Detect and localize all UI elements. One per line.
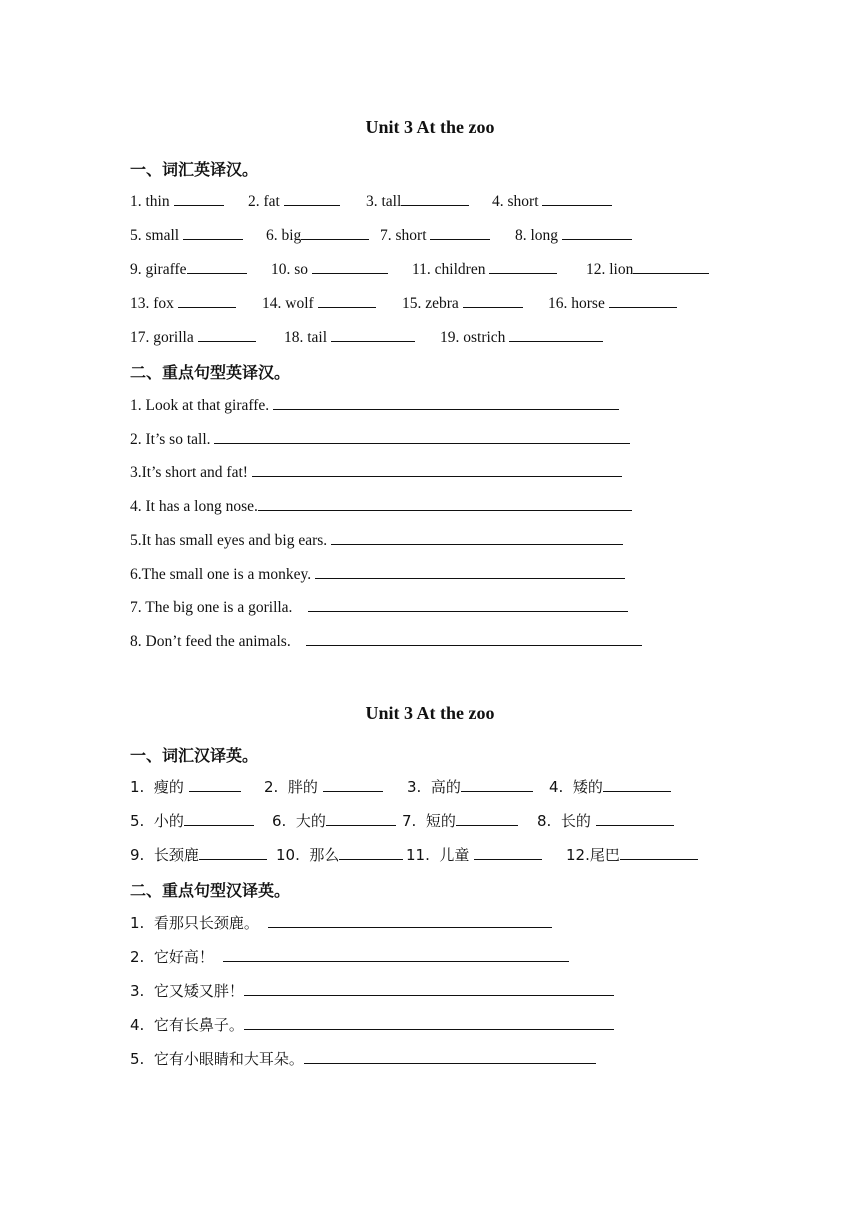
answer-blank[interactable]: [542, 191, 612, 206]
section1-part1-heading: 一、词汇英译汉。: [130, 160, 259, 179]
vocab-item: 10. 那么: [276, 844, 403, 865]
section2-part1-heading: 一、词汇汉译英。: [130, 746, 259, 765]
answer-blank[interactable]: [187, 259, 247, 274]
vocab-item: 3. 高的: [407, 776, 533, 797]
section2-title: Unit 3 At the zoo: [365, 703, 495, 723]
answer-blank[interactable]: [308, 597, 628, 612]
answer-blank[interactable]: [214, 429, 630, 444]
section2-part2-heading: 二、重点句型汉译英。: [130, 881, 291, 900]
answer-blank[interactable]: [323, 777, 383, 792]
vocab-item: 15. zebra: [402, 293, 523, 313]
sentence-item: 3. 它又矮又胖！: [130, 980, 614, 1001]
vocab-item: 8. 长的: [537, 810, 674, 831]
answer-blank[interactable]: [183, 225, 243, 240]
answer-blank[interactable]: [306, 631, 642, 646]
vocab-item: 1. thin: [130, 191, 224, 211]
vocab-item: 2. fat: [248, 191, 340, 211]
vocab-item: 5. small: [130, 225, 243, 245]
answer-blank[interactable]: [178, 293, 236, 308]
answer-blank[interactable]: [339, 845, 403, 860]
answer-blank[interactable]: [603, 777, 671, 792]
answer-blank[interactable]: [318, 293, 376, 308]
answer-blank[interactable]: [244, 1015, 614, 1030]
answer-blank[interactable]: [198, 327, 256, 342]
vocab-item: 5. 小的: [130, 810, 254, 831]
vocab-item: 13. fox: [130, 293, 236, 313]
answer-blank[interactable]: [463, 293, 523, 308]
vocab-item: 11. 儿童: [406, 844, 542, 865]
answer-blank[interactable]: [174, 191, 224, 206]
vocab-item: 19. ostrich: [440, 327, 603, 347]
vocab-item: 16. horse: [548, 293, 677, 313]
sentence-item: 2. It’s so tall.: [130, 429, 630, 449]
answer-blank[interactable]: [268, 913, 552, 928]
vocab-item: 6. big: [266, 225, 369, 245]
answer-blank[interactable]: [620, 845, 698, 860]
answer-blank[interactable]: [304, 1049, 596, 1064]
vocab-item: 8. long: [515, 225, 632, 245]
answer-blank[interactable]: [430, 225, 490, 240]
sentence-item: 1. Look at that giraffe.: [130, 395, 619, 415]
vocab-item: 6. 大的: [272, 810, 396, 831]
answer-blank[interactable]: [509, 327, 603, 342]
answer-blank[interactable]: [315, 564, 625, 579]
vocab-item: 12. lion: [586, 259, 709, 279]
answer-blank[interactable]: [633, 259, 709, 274]
vocab-item: 14. wolf: [262, 293, 376, 313]
answer-blank[interactable]: [596, 811, 674, 826]
answer-blank[interactable]: [184, 811, 254, 826]
vocab-item: 12.尾巴: [566, 844, 698, 865]
answer-blank[interactable]: [223, 947, 569, 962]
vocab-item: 10. so: [271, 259, 388, 279]
sentence-item: 1. 看那只长颈鹿。: [130, 912, 552, 933]
sentence-item: 5. 它有小眼睛和大耳朵。: [130, 1048, 596, 1069]
answer-blank[interactable]: [609, 293, 677, 308]
vocab-item: 7. 短的: [402, 810, 518, 831]
sentence-item: 4. 它有长鼻子。: [130, 1014, 614, 1035]
section1-part2-heading: 二、重点句型英译汉。: [130, 363, 291, 382]
vocab-item: 9. giraffe: [130, 259, 247, 279]
answer-blank[interactable]: [312, 259, 388, 274]
sentence-item: 4. It has a long nose.: [130, 496, 632, 516]
vocab-item: 4. short: [492, 191, 612, 211]
answer-blank[interactable]: [326, 811, 396, 826]
answer-blank[interactable]: [252, 462, 622, 477]
vocab-item: 11. children: [412, 259, 557, 279]
answer-blank[interactable]: [301, 225, 369, 240]
vocab-item: 9. 长颈鹿: [130, 844, 267, 865]
sentence-item: 6.The small one is a monkey.: [130, 564, 625, 584]
answer-blank[interactable]: [401, 191, 469, 206]
answer-blank[interactable]: [331, 327, 415, 342]
vocab-item: 18. tail: [284, 327, 415, 347]
answer-blank[interactable]: [331, 530, 623, 545]
answer-blank[interactable]: [273, 395, 619, 410]
sentence-item: 7. The big one is a gorilla.: [130, 597, 628, 617]
sentence-item: 5.It has small eyes and big ears.: [130, 530, 623, 550]
answer-blank[interactable]: [199, 845, 267, 860]
answer-blank[interactable]: [244, 981, 614, 996]
answer-blank[interactable]: [461, 777, 533, 792]
answer-blank[interactable]: [456, 811, 518, 826]
sentence-item: 2. 它好高！: [130, 946, 569, 967]
answer-blank[interactable]: [189, 777, 241, 792]
answer-blank[interactable]: [489, 259, 557, 274]
vocab-item: 4. 矮的: [549, 776, 671, 797]
answer-blank[interactable]: [562, 225, 632, 240]
sentence-item: 8. Don’t feed the animals.: [130, 631, 642, 651]
sentence-item: 3.It’s short and fat!: [130, 462, 622, 482]
vocab-item: 17. gorilla: [130, 327, 256, 347]
section1-title: Unit 3 At the zoo: [365, 117, 495, 137]
vocab-item: 3. tall: [366, 191, 469, 211]
answer-blank[interactable]: [474, 845, 542, 860]
vocab-item: 2. 胖的: [264, 776, 383, 797]
vocab-item: 1. 瘦的: [130, 776, 241, 797]
answer-blank[interactable]: [258, 496, 632, 511]
vocab-item: 7. short: [380, 225, 490, 245]
answer-blank[interactable]: [284, 191, 340, 206]
